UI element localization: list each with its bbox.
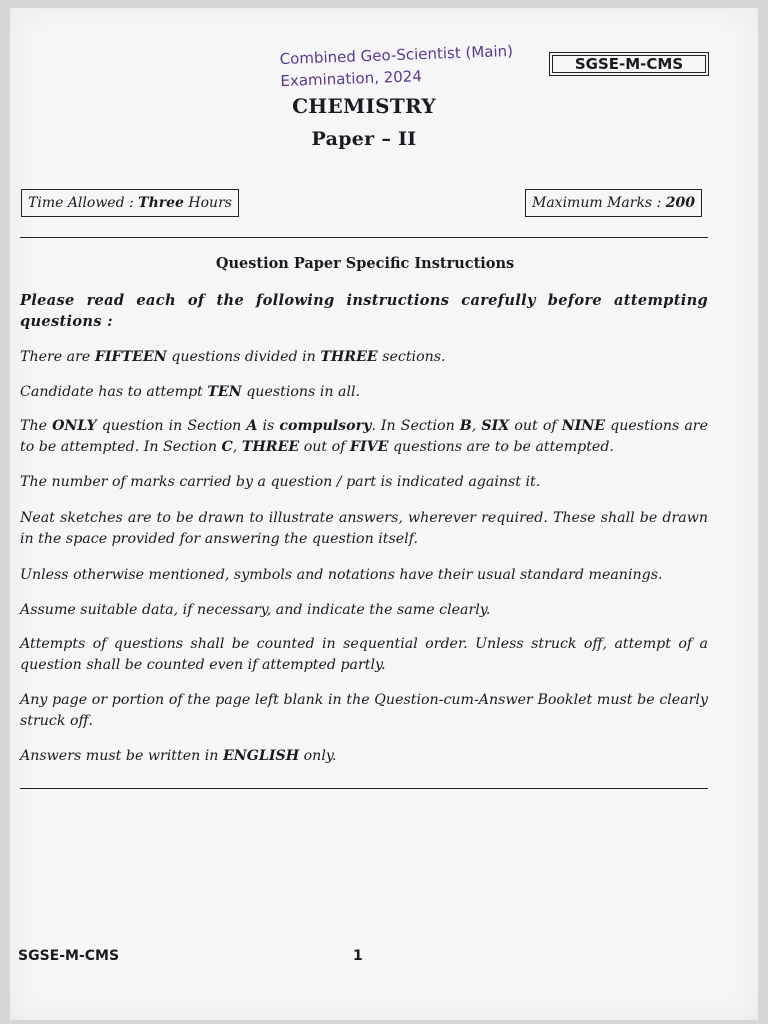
maximum-marks-box bbox=[525, 189, 702, 217]
instructions-heading: Question Paper Specific Instructions bbox=[215, 255, 515, 272]
instruction-10: Answers must be written in ENGLISH only. bbox=[20, 748, 337, 764]
instructions-lead: Please read each of the following instructions carefully before attempting questions : bbox=[20, 292, 708, 330]
marks-label: Maximum Marks : bbox=[532, 195, 666, 211]
time-value: Three bbox=[138, 195, 184, 211]
time-allowed-box bbox=[21, 189, 239, 217]
instruction-9: Any page or portion of the page left blank in the Question-cum-Answer Booklet must be clearly struck off. bbox=[20, 692, 708, 729]
marks-value: 200 bbox=[665, 195, 695, 211]
instruction-7: Assume suitable data, if necessary, and indicate the same clearly. bbox=[20, 602, 491, 618]
instruction-1: There are FIFTEEN questions divided in THREE sections. bbox=[20, 349, 446, 365]
time-label: Time Allowed : bbox=[28, 195, 139, 211]
page-number: 1 bbox=[353, 948, 363, 964]
instruction-4: The number of marks carried by a question / part is indicated against it. bbox=[20, 474, 541, 490]
subject-title: CHEMISTRY bbox=[292, 94, 436, 118]
exam-name-stamp bbox=[279, 40, 514, 92]
stamp-line-2: Examination, 2024 bbox=[280, 67, 423, 91]
instruction-6: Unless otherwise mentioned, symbols and notations have their usual standard meanings. bbox=[20, 567, 663, 583]
instruction-3: The ONLY question in Section A is compulsory. In Section B, SIX out of NINE questions are to be attempted. In Section C, THREE out of FIVE questions are to be attempted. bbox=[20, 418, 708, 455]
divider-bottom bbox=[20, 788, 708, 789]
instruction-8: Attempts of questions shall be counted in sequential order. Unless struck off, attempt of a question shall be counted even if attempted partly. bbox=[20, 636, 708, 673]
paper-code-box: SGSE-M-CMS bbox=[549, 52, 709, 76]
stamp-line-1: Combined Geo-Scientist (Main) bbox=[279, 41, 514, 69]
time-unit: Hours bbox=[183, 195, 232, 211]
footer-paper-code: SGSE-M-CMS bbox=[18, 948, 120, 964]
instruction-5: Neat sketches are to be drawn to illustrate answers, wherever required. These shall be drawn in the space provided for answering the question itself. bbox=[20, 510, 708, 547]
instruction-2: Candidate has to attempt TEN questions in all. bbox=[20, 384, 361, 400]
paper-title: Paper – II bbox=[311, 128, 417, 150]
divider-top bbox=[20, 237, 708, 238]
